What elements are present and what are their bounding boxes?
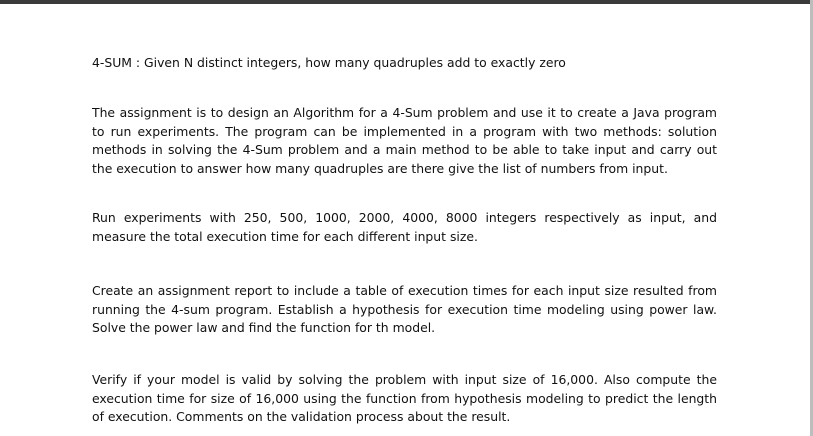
paragraph-run-experiments: Run experiments with 250, 500, 1000, 2000, 4000, 8000 integers respectively as input, and measure the total execution time for each different input size. (92, 210, 717, 244)
paragraph-assignment-description: The assignment is to design an Algorithm for a 4-Sum problem and use it to create a Java program to run experiments. The program can be implemented in a program with two methods: solution methods in solving the 4-Sum problem and a main method to be able to take input and carry out the execution to answer how many quadruples are there give the list of numbers from input. (92, 105, 717, 177)
paragraph-model-validation: Verify if your model is valid by solving the problem with input size of 16,000. Also compute the execution time for size of 16,000 using the function from hypothesis modeling to predict the length of execution. Comments on the validation process about the result. (92, 372, 717, 425)
paragraph-report-requirements: Create an assignment report to include a table of execution times for each input size resulted from running the 4-sum program. Establish a hypothesis for execution time modeling using power law. Solve the power law and find the function for th model. (92, 283, 717, 336)
document-page (0, 4, 810, 436)
problem-title: 4-SUM : Given N distinct integers, how many quadruples add to exactly zero (92, 55, 566, 70)
